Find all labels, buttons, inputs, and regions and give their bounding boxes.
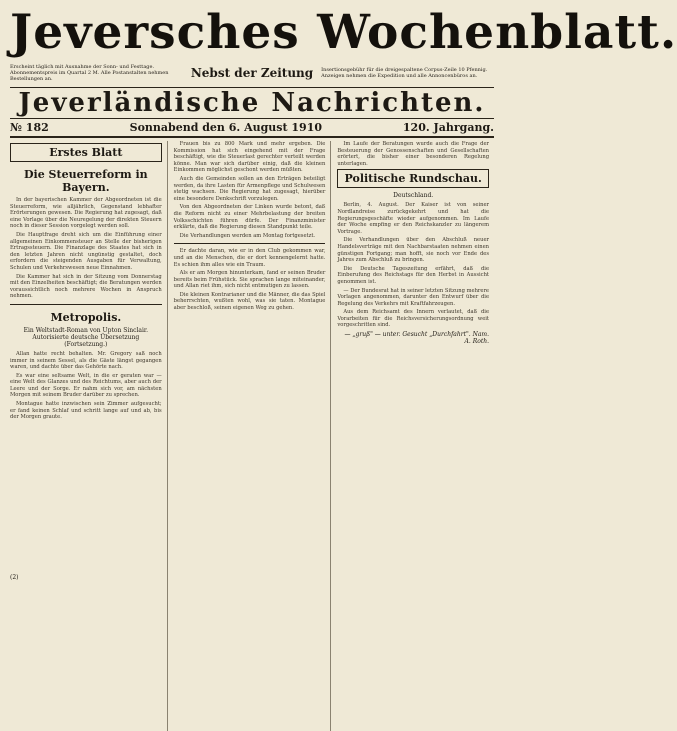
section-title: Jeverländische Nachrichten.: [10, 87, 494, 119]
politics-heading: Politische Rundschau.: [337, 169, 489, 188]
column-2: [174, 141, 332, 731]
volume: 120. Jahrgang.: [402, 121, 494, 134]
paragraph: Auch die Gemeinden sollen an den Erträgen beteiligt werden, da ihre Lasten für Armenpflege und Schulwesen stetig wachsen. Die Regierung hat zugesagt, hierüber eine besondere Denkschrift vorzulegen.: [173, 175, 326, 202]
feuilleton-body: [10, 351, 162, 421]
issue-date: Sonnabend den 6. August 1910: [129, 121, 323, 134]
article-heading-steuerreform: Die Steuerreform in Bayern.: [24, 168, 148, 194]
feuilleton-continuation: [174, 248, 326, 311]
paragraph: Die Verhandlungen über den Abschluß neuer Handelsverträge mit den Nachbarstaaten nehmen einen günstigen Fortgang; man hofft, sie noch vor Ende des Jahres zum Abschluß zu bringen.: [337, 237, 490, 264]
paragraph: Als er am Morgen hinunterkam, fand er seinen Bruder bereits beim Frühstück. Sie sprachen lange miteinander, und Allan riet ihm, sich nicht entmutigen zu lassen.: [173, 270, 326, 290]
divider: [174, 243, 326, 244]
divider: [10, 304, 162, 305]
paragraph: Berlin, 4. August. Der Kaiser ist von seiner Nordlandreise zurückgekehrt und hat die Regierungsgeschäfte wieder aufgenommen. Im Laufe der Woche empfing er den Reichskanzler zu längerem Vortrage.: [337, 202, 490, 235]
feuilleton-subtitle: Ein Weltstadt-Roman von Upton Sinclair. Autorisierte deutsche Übersetzung (Fortsetzung.): [23, 326, 149, 348]
first-sheet-label: Erstes Blatt: [10, 143, 162, 162]
column-3: [337, 141, 494, 731]
column-1: [10, 141, 168, 731]
subheader-left: Erscheint täglich mit Ausnahme der Sonn- und Festtage. Abonnementspreis im Quartal 2 M. Alle Postanstalten nehmen Bestellungen an.: [10, 64, 169, 82]
subheader: [10, 61, 494, 85]
page-marker: (2): [10, 574, 19, 581]
paragraph: Er dachte daran, wie er in den Club gekommen war, und an die Menschen, die er dort kennengelernt hatte. Es schien ihm alles wie ein Traum.: [173, 248, 326, 268]
paragraph: Allan hatte recht behalten. Mr. Gregory saß noch immer in seinem Sessel, als die Gäste längst gegangen waren, und dachte über das Gehörte nach.: [10, 350, 162, 371]
paragraph: Es war eine seltsame Welt, in die er geraten war — eine Welt des Glanzes und des Reichtums, aber auch der Leere und der Sorge. Er nahm sich vor, am nächsten Morgen mit seinem Bruder darüber zu sprechen.: [10, 372, 162, 399]
dateline: [10, 119, 494, 138]
paragraph: Die Verhandlungen werden am Montag fortgesetzt.: [179, 232, 316, 239]
paragraph: In der bayerischen Kammer der Abgeordneten ist die Steuerreform, wie alljährlich, Gegenstand lebhafter Erörterungen gewesen. Die Regierung hat zugesagt, daß eine Vorlage über die Neuregelung der direkten Steuern noch in dieser Session vorgelegt werden soll.: [10, 197, 162, 230]
paragraph: Montague hatte inzwischen sein Zimmer aufgesucht; er fand keinen Schlaf und schritt lange auf und ab, bis der Morgen graute.: [10, 401, 162, 421]
paragraph: Die kleinen Kontrarianer und die Männer, die das Spiel beherrschten, wußten wohl, was sie taten. Montague aber beschloß, seinen eigenen Weg zu gehen.: [173, 291, 326, 312]
article-body-steuerreform: [10, 197, 162, 300]
paragraph: Die Hauptfrage dreht sich um die Einführung einer allgemeinen Einkommensteuer an Stelle der bisherigen Ertragssteuern. Die Finanzlage des Staates hat sich in den letzten Jahren nicht ungünstig gestaltet, doch erfordern die steigenden Ausgaben für Verwaltung, Schulen und Verkehrswesen neue Einnahmen.: [10, 231, 162, 271]
article-continuation-2: [337, 141, 489, 167]
subheader-right: Insertionsgebühr für die dreigespaltene Corpus-Zeile 10 Pfennig. Anzeigen nehmen die Expedition und alle Annoncenbüros an.: [321, 67, 488, 79]
politics-subheading: Deutschland.: [393, 192, 434, 200]
paragraph: Aus dem Reichsamt des Innern verlautet, daß die Vorarbeiten für die Reichsversicherungsordnung weit vorgeschritten sind.: [337, 309, 490, 329]
issue-number: № 182: [10, 121, 49, 134]
article-continuation: [174, 141, 326, 239]
paragraph: Frauen bis zu 800 Mark und mehr ergeben. Die Kommission hat sich eingehend mit der Frage beschäftigt, wie die Steuerlast gerechter verteilt werden könne. Man war sich darüber einig, daß die kleinen Einkommen möglichst geschont werden müßten.: [173, 141, 326, 174]
signature-line: — „gruß" — unter. Gesucht „Durchfahrt". Nam. A. Roth.: [344, 331, 490, 346]
columns: [10, 141, 494, 731]
politics-body: [337, 202, 489, 329]
feuilleton-heading: Metropolis.: [50, 310, 122, 324]
paragraph: Im Laufe der Beratungen wurde auch die Frage der Besteuerung der Genossenschaften und Gesellschaften erörtert, die bisher einer besonderen Regelung unterlagen.: [337, 141, 490, 167]
paragraph: Die Kammer hat sich in der Sitzung vom Donnerstag mit den Einzelheiten beschäftigt; die Beratungen werden voraussichtlich noch mehrere Wochen in Anspruch nehmen.: [10, 273, 162, 300]
paragraph: Die Deutsche Tageszeitung erfährt, daß die Einberufung des Reichstags für den Herbst in Aussicht genommen ist.: [337, 265, 490, 285]
masthead-title: Jeversches Wochenblatt.: [10, 5, 677, 60]
paragraph: — Der Bundesrat hat in seiner letzten Sitzung mehrere Vorlagen angenommen, darunter den Entwurf über die Regelung des Verkehrs mit Kraftfahrzeugen.: [337, 287, 490, 307]
subheader-center: Nebst der Zeitung: [190, 66, 314, 80]
paragraph: Von den Abgeordneten der Linken wurde betont, daß die Reform nicht zu einer Mehrbelastung der breiten Volksschichten führen dürfe. Der Finanzminister erklärte, daß die Regierung diesen Standpunkt teile.: [173, 204, 326, 231]
